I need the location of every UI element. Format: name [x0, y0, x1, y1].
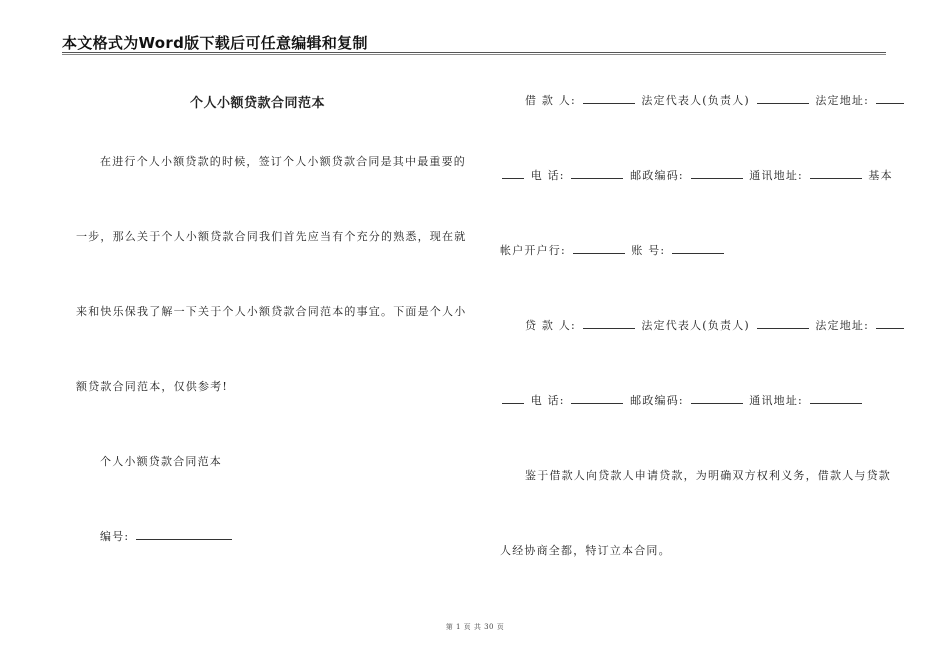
borrower-legal-rep-blank	[757, 93, 809, 104]
borrower-address-blank	[876, 93, 904, 104]
borrower-postcode-label: 邮政编码:	[630, 169, 684, 182]
lender-row-1	[525, 317, 906, 333]
borrower-mail-address-label: 通讯地址:	[749, 169, 803, 182]
borrower-bank-label: 帐户开户行:	[500, 244, 566, 257]
borrower-address-label: 法定地址:	[815, 94, 870, 107]
borrower-bank-blank	[573, 243, 625, 254]
page-footer: 第 1 页 共 30 页	[445, 623, 505, 631]
borrower-address-blank-cont	[502, 168, 524, 179]
lender-mail-address-blank	[810, 393, 862, 404]
lender-address-label: 法定地址:	[815, 319, 870, 332]
borrower-phone-label: 电 话:	[530, 169, 565, 182]
lender-phone-label: 电 话:	[530, 394, 565, 407]
lender-mail-address-label: 通讯地址:	[749, 394, 803, 407]
borrower-legal-rep-label: 法定代表人(负责人)	[641, 94, 750, 107]
contract-number-row	[100, 528, 234, 544]
header-divider-secondary	[62, 54, 886, 55]
borrower-phone-blank	[571, 168, 623, 179]
page-header: 本文格式为Word版下载后可任意编辑和复制	[62, 34, 368, 52]
borrower-basic-label: 基本	[868, 169, 893, 182]
borrower-account-blank	[672, 243, 724, 254]
header-divider	[62, 52, 886, 53]
lender-address-blank-cont	[502, 393, 524, 404]
intro-line-3: 来和快乐保我了解一下关于个人小额贷款合同范本的事宜。下面是个人小	[76, 305, 467, 318]
borrower-name-blank	[583, 93, 635, 104]
contract-subtitle: 个人小额贷款合同范本	[100, 455, 222, 468]
borrower-row-3	[500, 242, 726, 258]
lender-legal-rep-blank	[757, 318, 809, 329]
borrower-account-label: 账 号:	[631, 244, 666, 257]
lender-postcode-label: 邮政编码:	[630, 394, 684, 407]
borrower-postcode-blank	[691, 168, 743, 179]
lender-phone-blank	[571, 393, 623, 404]
borrower-row-1	[525, 92, 906, 108]
intro-line-4: 额贷款合同范本，仅供参考!	[76, 380, 229, 393]
preamble-line-2: 人经协商全都，特订立本合同。	[500, 544, 671, 557]
document-title: 个人小额贷款合同范本	[190, 96, 326, 111]
borrower-mail-address-blank	[810, 168, 862, 179]
lender-postcode-blank	[691, 393, 743, 404]
lender-address-blank	[876, 318, 904, 329]
lender-name-blank	[583, 318, 635, 329]
intro-line-1: 在进行个人小额贷款的时候，签订个人小额贷款合同是其中最重要的	[100, 155, 466, 168]
lender-row-2	[500, 392, 864, 408]
intro-line-2: 一步，那么关于个人小额贷款合同我们首先应当有个充分的熟悉，现在就	[76, 230, 467, 243]
borrower-label: 借 款 人:	[525, 94, 576, 107]
contract-number-blank	[136, 529, 232, 540]
lender-label: 贷 款 人:	[525, 319, 576, 332]
borrower-row-2	[500, 167, 893, 183]
preamble-line-1: 鉴于借款人向贷款人申请贷款，为明确双方权利义务，借款人与贷款	[525, 469, 891, 482]
lender-legal-rep-label: 法定代表人(负责人)	[641, 319, 750, 332]
contract-number-label: 编号:	[100, 530, 130, 543]
